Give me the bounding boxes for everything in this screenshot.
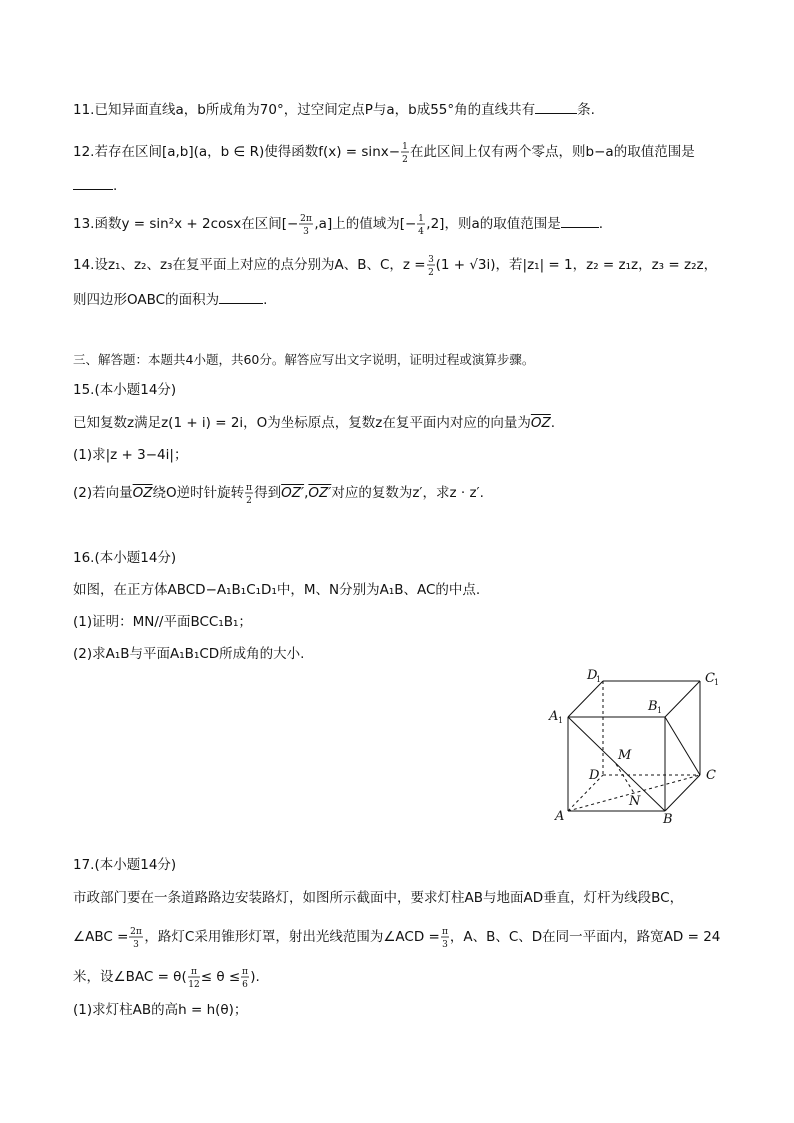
label-n: N (629, 794, 641, 809)
q14-text-b: (1 + √3i)，若|z₁| = 1，z₂ = z₁z，z₃ = z₂z， (435, 257, 718, 273)
q15-part2 (73, 481, 484, 505)
q13-text-c: ,2]，则a的取值范围是 (426, 216, 561, 232)
q13-frac1-den: 3 (303, 227, 310, 236)
q15-part2-vector-2: OZ′ (281, 485, 305, 501)
q15-part2-d: , (304, 485, 309, 501)
label-c: C (706, 768, 716, 783)
question-13 (73, 212, 603, 236)
q15-part2-c: 得到 (254, 485, 282, 501)
q15-part2-a: (2)若向量 (73, 485, 133, 501)
q17-line3 (73, 965, 260, 989)
label-d1-sub: 1 (596, 675, 602, 684)
edge-a1-d1 (568, 681, 603, 717)
q17-fraction-1 (128, 925, 144, 949)
q17-frac3-den: 12 (187, 980, 200, 989)
q11-text-b: 条. (577, 102, 595, 118)
q17-line2-b: ，路灯C采用锥形灯罩，射出光线范围为∠ACD = (144, 929, 440, 945)
label-d: D (589, 768, 600, 783)
label-d1: D (587, 668, 598, 683)
q12-tail: . (113, 178, 118, 194)
q15-frac-den: 2 (246, 496, 253, 505)
q15-header: 15.(本小题14分) (73, 382, 177, 398)
q17-part1: (1)求灯柱AB的高h = h(θ)； (73, 1002, 248, 1018)
q14-frac-num: 3 (427, 255, 434, 265)
q14-frac-den: 2 (427, 268, 434, 277)
label-c1-sub: 1 (714, 678, 720, 687)
q17-header: 17.(本小题14分) (73, 857, 177, 873)
label-b1-sub: 1 (657, 706, 663, 715)
q17-line1: 市政部门要在一条道路路边安装路灯，如图所示截面中，要求灯柱AB与地面AD垂直，灯杆为线段BC， (73, 890, 684, 906)
q14-line2-b: . (263, 292, 268, 308)
question-14-line2 (73, 290, 267, 310)
q15-part2-b: 绕O逆时针旋转 (152, 485, 245, 501)
q15-part2-e: 对应的复数为z′，求z · z′. (331, 485, 484, 501)
question-12-line2 (73, 176, 117, 196)
label-m: M (618, 748, 632, 763)
q16-header: 16.(本小题14分) (73, 550, 177, 566)
label-c1: C (705, 671, 715, 686)
q15-stem-b: . (550, 415, 556, 431)
q17-frac4-den: 6 (242, 980, 249, 989)
q17-frac2-num: π (441, 927, 448, 937)
q17-line2-a: ∠ABC = (73, 929, 129, 945)
q17-frac4-num: π (242, 967, 249, 977)
q11-text-a: 11.已知异面直线a，b所成角为70°，过空间定点P与a，b成55°角的直线共有 (73, 102, 536, 118)
label-b1: B (648, 699, 658, 714)
q15-stem-a: 已知复数z满足z(1 + i) = 2i，O为坐标原点，复数z在复平面内对应的向量为 (73, 415, 531, 431)
edge-b-c (665, 775, 700, 811)
q17-frac3-num: π (190, 967, 197, 977)
q15-part2-vector-3: OZ′ (308, 485, 332, 501)
q12-frac-num: 1 (402, 142, 408, 152)
q17-line3-b: ≤ θ ≤ (200, 969, 241, 985)
q13-frac2-den: 4 (418, 227, 425, 236)
q16-part2: (2)求A₁B与平面A₁B₁CD所成角的大小. (73, 646, 305, 662)
q15-frac-num: π (246, 483, 253, 493)
q16-part1: (1)证明：MN//平面BCC₁B₁； (73, 614, 252, 630)
question-14 (73, 253, 717, 277)
question-11 (73, 100, 595, 120)
label-a1-sub: 1 (558, 716, 564, 725)
q13-frac1-num: 2π (300, 214, 313, 224)
q12-answer-blank (73, 176, 113, 190)
segment-b1-c (665, 717, 700, 775)
label-b: B (663, 812, 673, 827)
q13-text-b: ,a]上的值域为[− (314, 216, 417, 232)
q15-fraction (244, 481, 254, 505)
q14-line2-a: 则四边形OABC的面积为 (73, 292, 220, 308)
q17-line3-c: ). (250, 969, 260, 985)
question-12 (73, 140, 695, 164)
q14-text-a: 14.设z₁、z₂、z₃在复平面上对应的点分别为A、B、C，z = (73, 257, 426, 273)
q17-frac1-den: 3 (133, 940, 140, 949)
q12-fraction (400, 140, 410, 164)
q14-fraction (426, 253, 436, 277)
q17-frac1-num: 2π (130, 927, 143, 937)
q15-part2-vector-1: $\overline{OZ}$ (132, 485, 153, 501)
q17-line2-c: ，A、B、C、D在同一平面内，路宽AD = 24 (449, 929, 721, 945)
q13-frac2-num: 1 (418, 214, 425, 224)
q17-frac2-den: 3 (441, 940, 448, 949)
q12-text-a: 12.若存在区间[a,b](a，b ∈ R)使得函数f(x) = sinx− (73, 144, 401, 160)
q13-fraction-2 (416, 212, 426, 236)
q14-answer-blank (219, 290, 263, 304)
q15-part1: (1)求|z + 3−4i|； (73, 447, 188, 463)
q12-text-b: 在此区间上仅有两个零点，则b−a的取值范围是 (410, 144, 695, 160)
q13-text-a: 13.函数y = sin²x + 2cosx在区间[− (73, 216, 299, 232)
q17-fraction-4 (240, 965, 250, 989)
q16-stem: 如图，在正方体ABCD−A₁B₁C₁D₁中，M、N分别为A₁B、AC的中点. (73, 582, 481, 598)
q17-line2 (73, 925, 720, 949)
q17-line3-a: 米，设∠BAC = θ( (73, 969, 187, 985)
q17-fraction-2 (440, 925, 450, 949)
section-3-heading: 三、解答题：本题共4小题，共60分。解答应写出文字说明，证明过程或演算步骤。 (73, 352, 535, 367)
q17-fraction-3 (187, 965, 201, 989)
edge-b1-c1 (665, 681, 700, 717)
q11-answer-blank (535, 100, 577, 114)
q15-stem (73, 413, 555, 433)
cube-figure (545, 665, 745, 835)
q15-stem-vector: $\overline{OZ}$ (530, 415, 551, 431)
q13-answer-blank (561, 214, 599, 228)
label-a: A (555, 809, 565, 824)
q13-tail: . (598, 216, 604, 232)
label-a1: A (549, 709, 559, 724)
q13-fraction-1 (298, 212, 314, 236)
q12-frac-den: 2 (402, 155, 408, 164)
